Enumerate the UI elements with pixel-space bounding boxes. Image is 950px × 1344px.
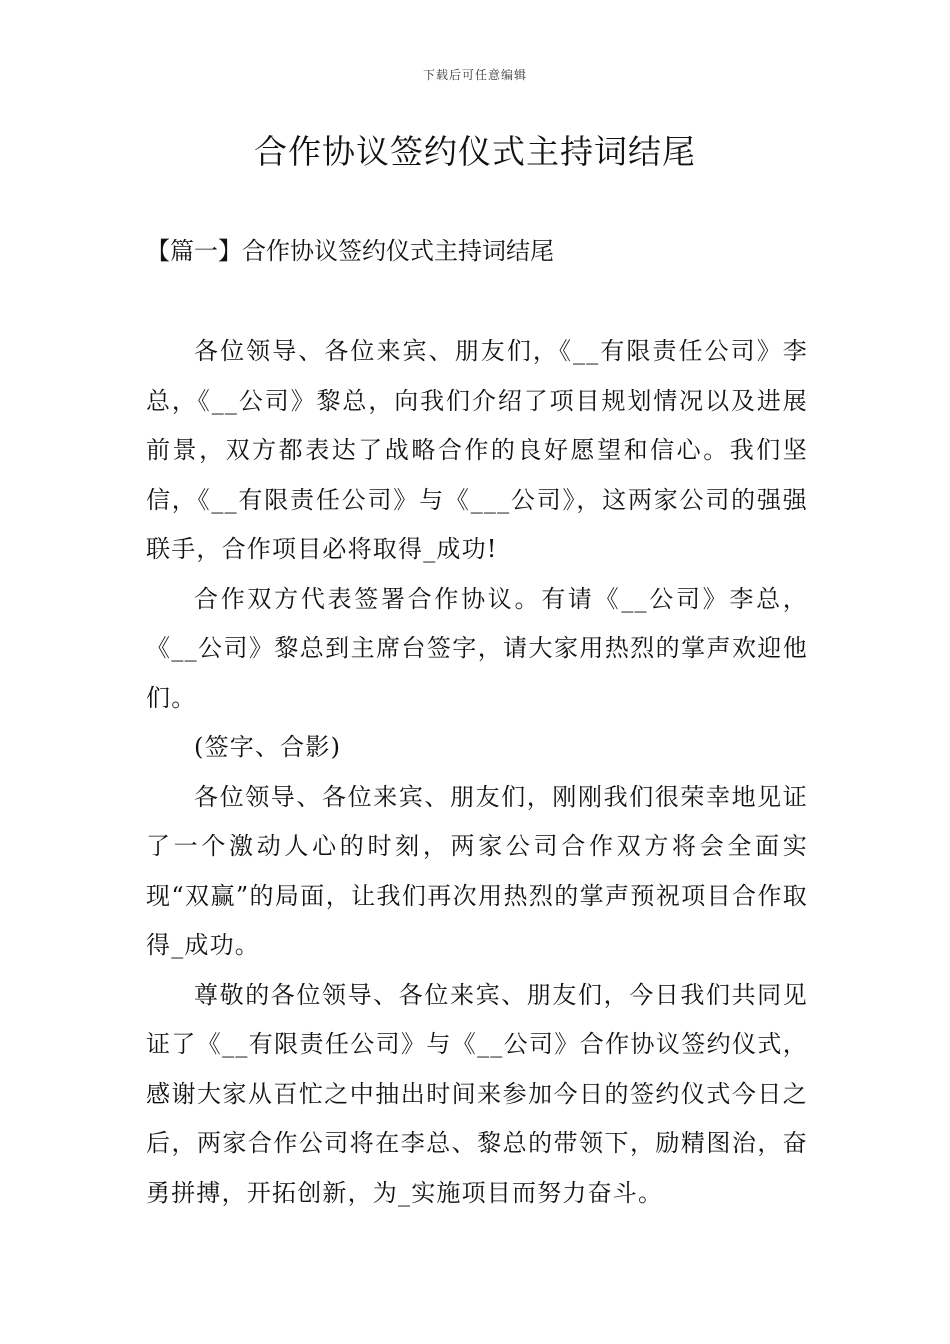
document-title: 合作协议签约仪式主持词结尾 <box>254 132 696 171</box>
section-heading: 【篇一】合作协议签约仪式主持词结尾 <box>146 237 554 265</box>
paragraph-stage-note: (签字、合影) <box>194 733 342 761</box>
paragraph-intro: 各位领导、各位来宾、朋友们，《__有限责任公司》李总，《__公司》黎总，向我们介绍了项目规划情况以及进展前景，双方都表达了战略合作的良好愿望和信心。我们坚信，《__有限责任公司》与《___公司》，这两家公司的强强联手，合作项目必将取得_成功! <box>146 337 808 563</box>
header-note: 下载后可任意编辑 <box>422 68 527 82</box>
paragraph-closing: 尊敬的各位领导、各位来宾、朋友们，今日我们共同见证了《__有限责任公司》与《__公司》合作协议签约仪式，感谢大家从百忙之中抽出时间来参加今日的签约仪式今日之后，两家合作公司将在李总、黎总的带领下，励精图治，奋勇拼搏，开拓创新，为_实施项目而努力奋斗。 <box>146 980 808 1207</box>
paragraph-signing: 合作双方代表签署合作协议。有请《__公司》李总，《__公司》黎总到主席台签字，请大家用热烈的掌声欢迎他们。 <box>146 584 808 712</box>
document-body <box>146 327 808 1218</box>
paragraph-congrats: 各位领导、各位来宾、朋友们，刚刚我们很荣幸地见证了一个激动人心的时刻，两家公司合作双方将会全面实现“双赢”的局面，让我们再次用热烈的掌声预祝项目合作取得_成功。 <box>146 782 808 959</box>
